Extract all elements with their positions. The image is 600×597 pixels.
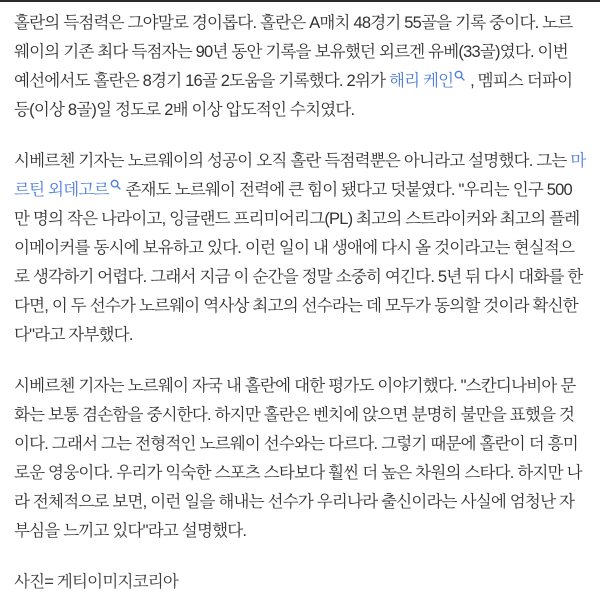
photo-credit: 사진= 게티이미지코리아 xyxy=(14,573,179,591)
player-link[interactable] xyxy=(389,72,466,90)
article-paragraph xyxy=(14,147,586,350)
article-paragraph xyxy=(14,372,586,546)
text-run: 시베르첸 기자는 노르웨이의 성공이 오직 홀란 득점력뿐은 아니라고 설명했다. 그는 xyxy=(14,152,571,170)
article-body xyxy=(0,2,600,597)
text-run: 존재도 노르웨이 전력에 큰 힘이 됐다고 덧붙였다. "우리는 인구 500만 명의 작은 나라이고, 잉글랜드 프리미어리그(PL) 최고의 스트라이커와 최고의 플레이메이커를 동시에 보유하고 있다. 이런 일이 내 생애에 다시 올 것이라고는 현실적으로 생각하기 어렵다. 그래서 지금 이 순간을 정말 소중히 여긴다. 5년 뒤 다시 대화를 한다면, 이 두 선수가 노르웨이 역사상 최고의 선수라는 데 모두가 동의할 것이라 확신한다"라고 자부했다. xyxy=(14,181,583,344)
search-icon xyxy=(110,179,121,190)
text-run: 홀란의 득점력은 그야말로 경이롭다. 홀란은 A매치 48경기 55골을 기록 중이다. 노르웨이의 기존 최다 득점자는 90년 동안 기록을 보유했던 외르겐 유베(33골)였다. 이번 예선에서도 홀란은 8경기 16골 2도움을 기록했다. 2위가 xyxy=(14,14,573,90)
player-link-label: 마르틴 외데고르 xyxy=(14,152,586,199)
text-run: 시베르첸 기자는 노르웨이 자국 내 홀란에 대한 평가도 이야기했다. "스칸디나비아 문화는 보통 겸손함을 중시한다. 하지만 홀란은 벤치에 앉으면 분명히 불만을 표했을 것이다. 그래서 그는 전형적인 노르웨이 선수와는 다르다. 그렇기 때문에 홀란이 더 흥미로운 영웅이다. 우리가 익숙한 스포츠 스타보다 훨씬 더 높은 차원의 스타다. 하지만 나라 전체적으로 보면, 이런 일을 해내는 선수가 우리나라 출신이라는 사실에 엄청난 자부심을 느끼고 있다"라고 설명했다. xyxy=(14,377,582,540)
article-paragraphs xyxy=(14,9,586,546)
article-paragraph xyxy=(14,9,586,125)
search-icon xyxy=(454,70,465,81)
text-run: , 멤피스 더파이 등(이상 8골)일 정도로 2배 이상 압도적인 수치였다. xyxy=(14,72,573,119)
player-link-label: 해리 케인 xyxy=(388,72,454,90)
